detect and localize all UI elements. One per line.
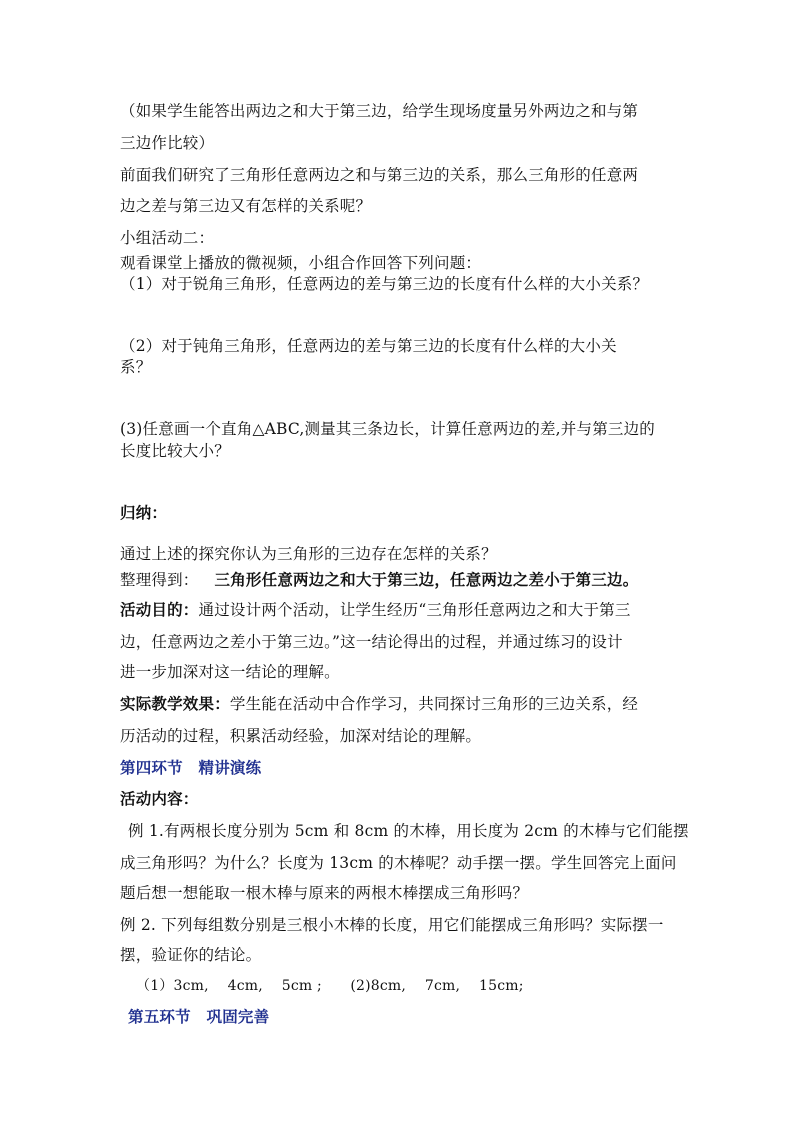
conclusion-prefix: 整理得到： bbox=[120, 571, 199, 589]
paragraph-line: （如果学生能答出两边之和大于第三边，给学生现场度量另外两边之和与第 bbox=[120, 102, 639, 120]
effect-line bbox=[120, 694, 638, 714]
activity-content-heading: 活动内容： bbox=[120, 789, 199, 808]
paragraph-line: 历活动的过程，积累活动经验，加深对结论的理解。 bbox=[120, 727, 482, 745]
paragraph-line: 观看课堂上播放的微视频，小组合作回答下列问题： bbox=[120, 254, 482, 272]
paragraph-line: 三边作比较） bbox=[120, 134, 215, 152]
conclusion-line bbox=[120, 570, 638, 590]
activity-heading: 小组活动二： bbox=[120, 229, 215, 247]
question-3-cont: 长度比较大小？ bbox=[120, 442, 230, 460]
purpose-text: 通过设计两个活动，让学生经历“三角形任意两边之和大于第三 bbox=[198, 601, 631, 619]
question-2: （2）对于钝角三角形，任意两边的差与第三边的长度有什么样的大小关 bbox=[120, 337, 617, 355]
paragraph-line: 进一步加深对这一结论的理解。 bbox=[120, 663, 340, 681]
example-1: 例 1.有两根长度分别为 5cm 和 8cm 的木棒，用长度为 2cm 的木棒与它们能摆 bbox=[128, 822, 689, 840]
paragraph-line: 摆，验证你的结论。 bbox=[120, 946, 262, 964]
purpose-line bbox=[120, 600, 631, 620]
purpose-label: 活动目的： bbox=[120, 600, 199, 619]
question-2-cont: 系？ bbox=[120, 358, 152, 376]
paragraph-line: 题后想一想能取一根木棒与原来的两根木棒摆成三角形吗？ bbox=[120, 884, 529, 902]
example-2-items: （1）3cm, 4cm, 5cm ; (2)8cm, 7cm, 15cm; bbox=[136, 978, 524, 994]
paragraph-line: 前面我们研究了三角形任意两边之和与第三边的关系，那么三角形的任意两 bbox=[120, 166, 639, 184]
summary-heading: 归纳： bbox=[120, 503, 168, 522]
example-2: 例 2. 下列每组数分别是三根小木棒的长度，用它们能摆成三角形吗？实际摆一 bbox=[120, 916, 664, 934]
paragraph-line: 通过上述的探究你认为三角形的三边存在怎样的关系？ bbox=[120, 545, 497, 563]
question-1: （1）对于锐角三角形，任意两边的差与第三边的长度有什么样的大小关系？ bbox=[120, 275, 649, 293]
effect-text: 学生能在活动中合作学习，共同探讨三角形的三边关系，经 bbox=[229, 695, 639, 713]
paragraph-line: 成三角形吗？为什么？长度为 13cm 的木棒呢？动手摆一摆。学生回答完上面问 bbox=[120, 854, 677, 872]
paragraph-line: 边之差与第三边又有怎样的关系呢？ bbox=[120, 197, 372, 215]
question-3: (3)任意画一个直角△ABC,测量其三条边长，计算任意两边的差,并与第三边的 bbox=[120, 420, 656, 438]
paragraph-line: 边，任意两边之差小于第三边。”这一结论得出的过程，并通过练习的设计 bbox=[120, 633, 623, 651]
section-heading-4: 第四环节 精讲演练 bbox=[120, 758, 262, 777]
section-heading-5: 第五环节 巩固完善 bbox=[128, 1007, 270, 1026]
conclusion-statement: 三角形任意两边之和大于第三边，任意两边之差小于第三边。 bbox=[214, 570, 639, 589]
effect-label: 实际教学效果： bbox=[120, 694, 230, 713]
